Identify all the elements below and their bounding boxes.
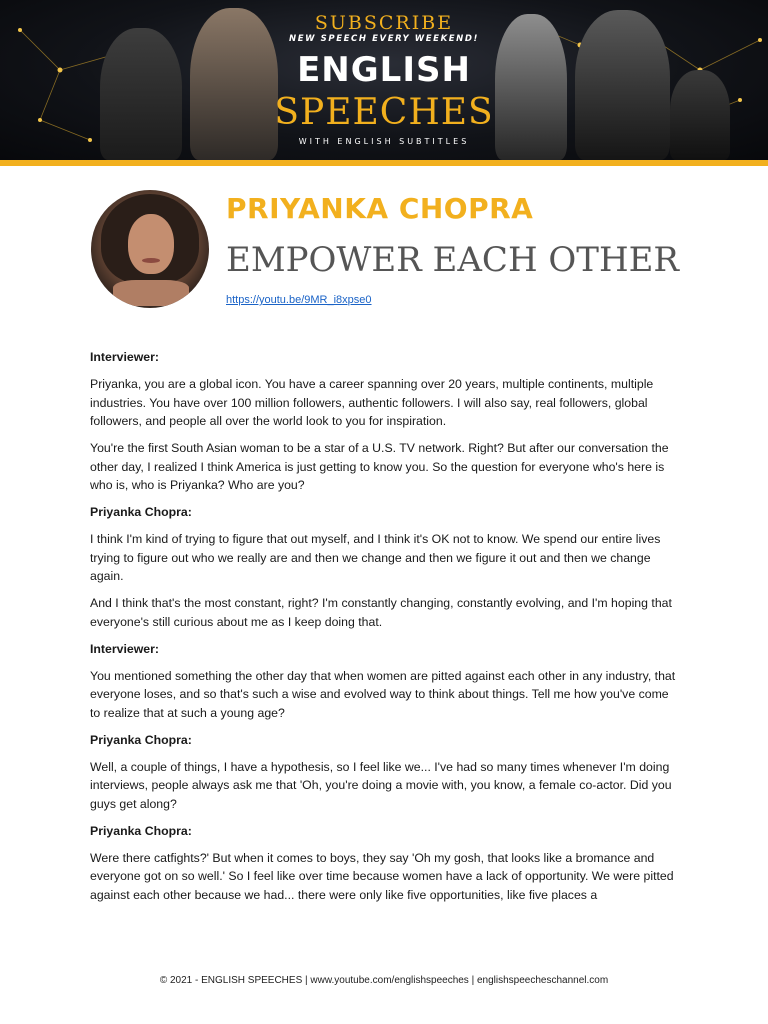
transcript-paragraph: You're the first South Asian woman to be a star of a U.S. TV network. Right? But after our conversation the other day, I realized I think America is just getting to know you. So the question for everyone who's here is who is, who is Priyanka? Who are you? xyxy=(90,441,669,492)
speech-title: EMPOWER EACH OTHER xyxy=(226,240,680,280)
transcript-paragraph: Well, a couple of things, I have a hypothesis, so I feel like we... I've had so many times whenever I'm doing interviews, people always ask me that 'Oh, you're doing a movie with, you know, a female co-actor. Did you guys get along? xyxy=(90,759,672,811)
banner-tagline: WITH ENGLISH SUBTITLES xyxy=(298,137,470,146)
speaker-label: Priyanka Chopra: xyxy=(90,505,192,519)
banner xyxy=(0,0,768,160)
transcript xyxy=(90,348,680,913)
transcript-paragraph: Priyanka, you are a global icon. You have a career spanning over 20 years, multiple continents, multiple industries. You have over 100 million followers, authentic followers. I will also say, real followers, global followers, and people all over the world look to you for inspiration. xyxy=(90,377,654,428)
speaker-label: Priyanka Chopra: xyxy=(90,823,192,838)
transcript-paragraph: I think I'm kind of trying to figure that out myself, and I think it's OK not to know. We spend our entire lives trying to figure out who we really are and then we change and then we figure it out and then we change again. xyxy=(90,532,661,583)
speaker-label: Priyanka Chopra: xyxy=(90,732,192,747)
banner-title-english: ENGLISH xyxy=(297,50,471,90)
speaker-name: PRIYANKA CHOPRA xyxy=(226,192,534,225)
page-footer: © 2021 - ENGLISH SPEECHES | www.youtube.com/englishspeeches | englishspeecheschannel.com xyxy=(159,975,609,986)
transcript-paragraph: Were there catfights?' But when it comes to boys, they say 'Oh my gosh, that looks like a bromance and everyone got on so well.' So I feel like over time because women have a lack of opportunity. We were pitted against each other because we had... there were only like five opportunities, like five places a xyxy=(90,850,674,902)
speaker-label: Interviewer: xyxy=(90,350,160,364)
speaker-label: Interviewer: xyxy=(90,641,160,656)
banner-title-speeches: SPEECHES xyxy=(274,92,494,133)
video-link[interactable]: https://youtu.be/9MR_i8xpse0 xyxy=(226,294,372,306)
speaker-avatar xyxy=(91,190,209,308)
banner-divider xyxy=(0,160,768,166)
transcript-paragraph: And I think that's the most constant, right? I'm constantly changing, constantly evolving, and I'm hoping that everyone's still curious about me as I keep doing that. xyxy=(90,596,672,629)
subscribe-label[interactable]: SUBSCRIBE xyxy=(314,12,454,34)
transcript-paragraph: You mentioned something the other day that when women are pitted against each other in any industry, that everyone loses, and so that's such a wise and evolved way to think about things. Tell me how you've come to realize that at such a young age? xyxy=(90,668,676,720)
new-speech-tagline: NEW SPEECH EVERY WEEKEND! xyxy=(288,34,480,44)
